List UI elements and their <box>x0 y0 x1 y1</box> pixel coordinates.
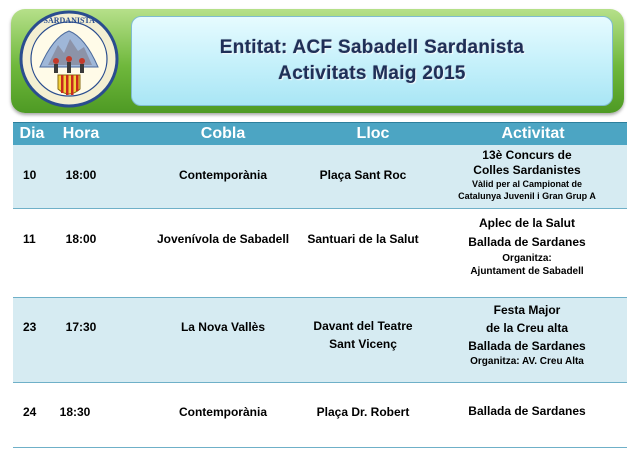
page-subtitle: Activitats Maig 2015 <box>278 63 466 84</box>
cell-dia: 23 <box>23 320 37 334</box>
cell-hora: 18:30 <box>59 405 91 419</box>
cell-dia: 11 <box>23 232 36 246</box>
cell-lloc-line1: Santuari de la Salut <box>307 232 419 246</box>
cell-lloc <box>283 405 443 419</box>
title-box <box>131 16 613 106</box>
page-title: Entitat: ACF Sabadell Sardanista <box>219 37 525 58</box>
activitat-line1: 13è Concurs de <box>482 148 572 162</box>
cell-dia: 10 <box>23 168 37 182</box>
activitat-line3: Vàlid per al Campionat de <box>471 179 583 189</box>
cell-activitat <box>468 301 585 368</box>
activitat-line2: de la Creu alta <box>485 321 569 335</box>
column-header-hora: Hora <box>62 125 100 142</box>
column-header-activitat: Activitat <box>501 125 565 142</box>
activitat-line1: Aplec de la Salut <box>478 216 576 230</box>
cell-hora: 17:30 <box>65 320 97 334</box>
activitat-line2: Colles Sardanistes <box>473 163 581 177</box>
activitat-line4: Organitza: AV. Creu Alta <box>470 356 584 367</box>
column-header-lloc: Lloc <box>356 125 390 142</box>
cell-dia: 24 <box>23 405 37 419</box>
column-header-cobla: Cobla <box>200 125 246 142</box>
cell-lloc <box>283 232 443 246</box>
cell-lloc <box>283 168 443 182</box>
cell-lloc-line1: Davant del Teatre <box>313 319 413 333</box>
activitat-line4: Ajuntament de Sabadell <box>470 266 584 277</box>
table-row <box>13 298 627 383</box>
activitat-line2: Ballada de Sardanes <box>468 235 586 249</box>
cell-hora: 18:00 <box>65 232 97 246</box>
activitat-line1: Festa Major <box>493 303 561 317</box>
svg-text:· SARDANISTA ·: · SARDANISTA · <box>38 16 100 25</box>
cell-lloc-line2: Sant Vicenç <box>329 337 397 351</box>
cell-hora: 18:00 <box>65 168 97 182</box>
cell-lloc-line1: Plaça Dr. Robert <box>316 405 410 419</box>
activities-table <box>13 122 627 448</box>
cell-activitat <box>458 148 596 202</box>
cell-activitat <box>468 214 585 278</box>
cell-lloc-line1: Plaça Sant Roc <box>319 168 407 182</box>
cell-cobla: La Nova Vallès <box>180 320 266 334</box>
table-row <box>13 209 627 298</box>
cell-lloc <box>283 317 443 353</box>
table-row <box>13 145 627 209</box>
activitat-line3: Organitza: <box>502 253 552 264</box>
sardanista-emblem-icon <box>18 9 120 109</box>
cell-cobla: Jovenívola de Sabadell <box>156 232 290 246</box>
cell-activitat <box>468 404 585 419</box>
table-header <box>13 122 627 146</box>
activitat-line1: Ballada de Sardanes <box>468 404 586 418</box>
cell-cobla: Contemporània <box>178 405 267 419</box>
column-header-dia: Dia <box>19 125 45 142</box>
table-row <box>13 383 627 448</box>
cell-cobla: Contemporània <box>178 168 267 182</box>
activitat-line3: Ballada de Sardanes <box>468 339 586 353</box>
activitat-line4: Catalunya Juvenil i Gran Grup A <box>458 191 596 201</box>
